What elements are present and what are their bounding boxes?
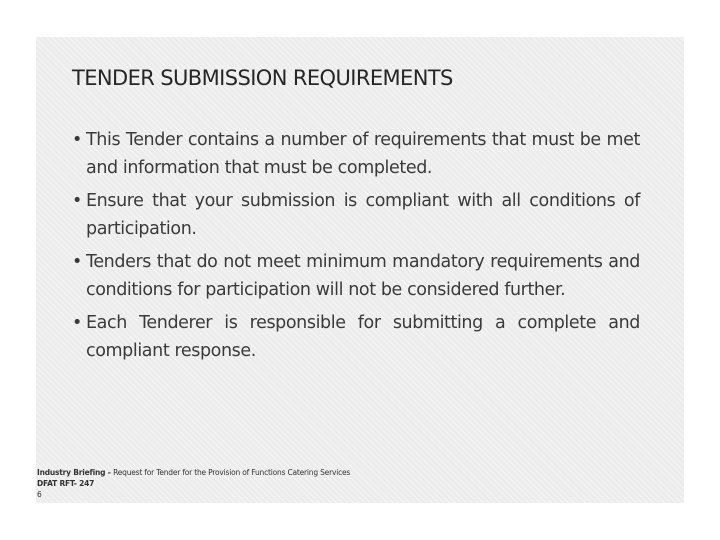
bullet-item-1 — [72, 127, 640, 182]
bullet-text-3: Tenders that do not meet minimum mandatory requirements and conditions for participation will not be considered further. — [86, 252, 640, 300]
bullet-item-2 — [72, 188, 640, 243]
bullet-marker: • — [72, 130, 82, 150]
bullet-marker: • — [72, 313, 82, 333]
slide-footer — [37, 467, 350, 500]
slide-title: TENDER SUBMISSION REQUIREMENTS — [72, 66, 453, 90]
footer-separator: - — [105, 468, 114, 477]
bullet-item-4 — [72, 310, 640, 365]
bullet-text-2: Ensure that your submission is compliant with all conditions of participation. — [86, 191, 640, 239]
bullet-marker: • — [72, 191, 82, 211]
page-number: 6 — [37, 490, 42, 499]
footer-event-line — [37, 467, 350, 478]
footer-reference: DFAT RFT- 247 — [37, 479, 95, 488]
bullet-text-4: Each Tenderer is responsible for submitting a complete and compliant response. — [86, 313, 640, 361]
bullet-list — [72, 127, 640, 371]
bullet-marker: • — [72, 252, 82, 272]
footer-event-description: Request for Tender for the Provision of Functions Catering Services — [113, 468, 351, 477]
bullet-text-1: This Tender contains a number of requirements that must be met and information that must be completed. — [86, 130, 640, 178]
footer-event-label: Industry Briefing — [37, 468, 106, 477]
bullet-item-3 — [72, 249, 640, 304]
